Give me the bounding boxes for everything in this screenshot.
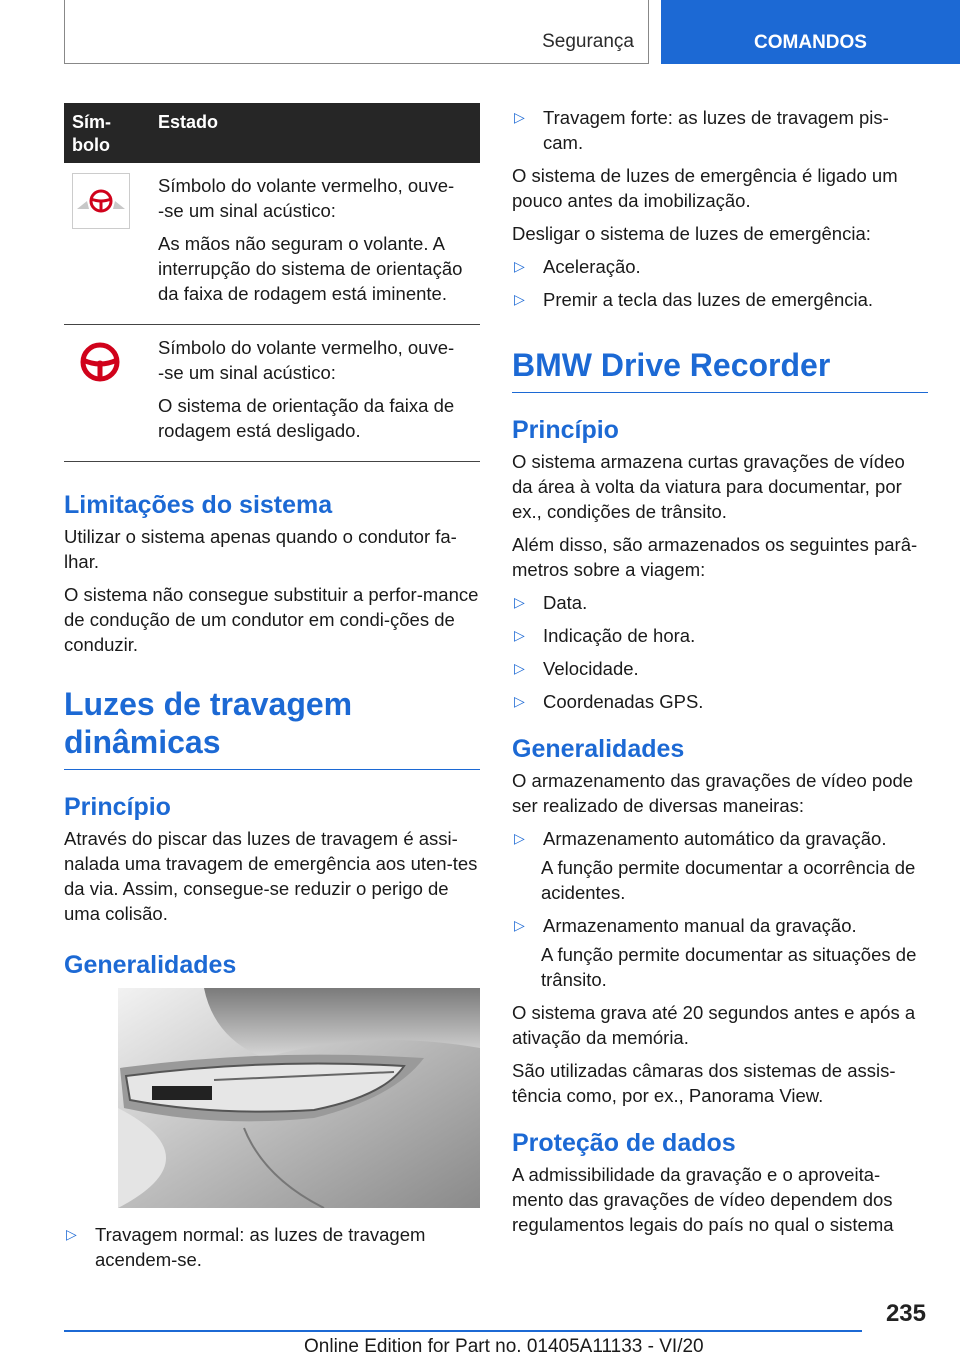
recorder-principle-text-1: O sistema armazena curtas gravações de vídeo da área à volta da viatura para documentar, por ex., condições de trânsito. (512, 451, 905, 522)
bullet-text: Velocidade. (543, 658, 639, 679)
triangle-bullet-icon: ▷ (514, 830, 525, 846)
privacy-text: A admissibilidade da gravação e o aproveita-mento das gravações de vídeo dependem dos regulamentos legais do país no qual o sistema (512, 1164, 894, 1235)
section-title-principle: Princípio (64, 793, 171, 821)
section-title-principle: Princípio (512, 416, 619, 444)
recorder-principle-text-2: Além disso, são armazenados os seguintes parâ-metros sobre a viagem: (512, 534, 918, 580)
row2-detail: O sistema de orientação da faixa de rodagem está desligado. (158, 395, 455, 441)
header-section-title: Segurança (542, 31, 634, 52)
triangle-bullet-icon: ▷ (514, 109, 525, 125)
triangle-bullet-icon: ▷ (514, 917, 525, 933)
chapter-title-drive-recorder: BMW Drive Recorder (512, 346, 928, 393)
list-item (512, 826, 928, 851)
list-item (512, 913, 928, 938)
table-header-row (64, 103, 480, 163)
triangle-bullet-icon: ▷ (514, 258, 525, 274)
header-chapter-label: COMANDOS (754, 32, 867, 53)
section-title-general: Generalidades (512, 735, 685, 763)
row1-detail: As mãos não seguram o volante. A interrupção do sistema de orientação da faixa de rodagem está iminente. (158, 233, 463, 304)
bullet-text: Armazenamento manual da gravação. (543, 915, 857, 936)
tail-light-illustration (64, 988, 480, 1208)
section-title-general: Generalidades (64, 951, 237, 979)
triangle-bullet-icon: ▷ (514, 594, 525, 610)
list-item (512, 689, 928, 714)
row2-desc: Símbolo do volante vermelho, ouve- -se um sinal acústico: (158, 337, 455, 383)
bullet-text: Travagem normal: as luzes de travagem acendem-se. (95, 1224, 426, 1270)
recorder-general-text-2: O sistema grava até 20 segundos antes e após a ativação da memória. (512, 1002, 916, 1048)
bullet-text: Coordenadas GPS. (543, 691, 704, 712)
bullet-text: Travagem forte: as luzes de travagem pis-cam. (543, 107, 889, 153)
recorder-general-text-1: O armazenamento das gravações de vídeo pode ser realizado de diversas maneiras: (512, 770, 914, 816)
header-section-box (64, 0, 649, 64)
steering-wheel-icon (72, 335, 128, 389)
limitations-text-1: Utilizar o sistema apenas quando o condutor fa-lhar. (64, 526, 457, 572)
list-item (512, 254, 928, 279)
list-item (512, 105, 928, 155)
list-item (512, 590, 928, 615)
auto-storage-detail: A função permite documentar a ocorrência de acidentes. (541, 857, 916, 903)
table-row (64, 325, 480, 462)
triangle-bullet-icon: ▷ (514, 660, 525, 676)
chapter-title-brake-lights: Luzes de travagem dinâmicas (64, 686, 353, 760)
chapter-title-rule (64, 769, 480, 770)
brake-principle-text: Através do piscar das luzes de travagem é assi-nalada uma travagem de emergência aos uten-tes da via. Assim, consegue-se reduzir o perigo de uma colisão. (64, 828, 478, 924)
list-item (512, 623, 928, 648)
table-header-state: Estado (150, 103, 480, 163)
list-item (512, 656, 928, 681)
table-header-symbol: Sím- bolo (64, 103, 150, 163)
table-cell-icon (64, 163, 150, 325)
triangle-bullet-icon: ▷ (514, 627, 525, 643)
footer-edition: Online Edition for Part no. 01405A11133 - VI/20 (304, 1336, 704, 1357)
steering-wheel-hands-icon (72, 173, 130, 229)
page-header (0, 0, 960, 66)
bullet-text: Data. (543, 592, 588, 613)
table-cell-state (150, 163, 480, 325)
table-cell-icon (64, 325, 150, 462)
symbol-table (64, 103, 480, 462)
manual-storage-detail: A função permite documentar as situações de trânsito. (541, 944, 917, 990)
bullet-text: Premir a tecla das luzes de emergência. (543, 289, 874, 310)
header-chapter-tab[interactable] (661, 0, 960, 64)
bullet-text: Aceleração. (543, 256, 641, 277)
triangle-bullet-icon: ▷ (66, 1226, 77, 1242)
footer-rule (64, 1330, 862, 1332)
table-cell-state (150, 325, 480, 462)
recorder-general-text-3: São utilizadas câmaras dos sistemas de assis-tência como, por ex., Panorama View. (512, 1060, 896, 1106)
bullet-text: Armazenamento automático da gravação. (543, 828, 887, 849)
list-item (512, 287, 928, 312)
hazard-off-text: Desligar o sistema de luzes de emergência: (512, 223, 871, 244)
triangle-bullet-icon: ▷ (514, 291, 525, 307)
left-column (64, 103, 480, 1280)
row1-desc: Símbolo do volante vermelho, ouve- -se um sinal acústico: (158, 175, 455, 221)
bullet-text: Indicação de hora. (543, 625, 696, 646)
right-column (512, 103, 928, 1245)
page-number: 235 (885, 1300, 926, 1327)
section-title-privacy: Proteção de dados (512, 1129, 736, 1157)
section-title-limitations: Limitações do sistema (64, 491, 333, 519)
hazard-on-text: O sistema de luzes de emergência é ligado um pouco antes da imobilização. (512, 165, 898, 211)
list-item (64, 1222, 480, 1272)
limitations-text-2: O sistema não consegue substituir a perfor-mance de condução de um condutor em condi-ções de conduzir. (64, 584, 479, 655)
table-row (64, 163, 480, 325)
triangle-bullet-icon: ▷ (514, 693, 525, 709)
